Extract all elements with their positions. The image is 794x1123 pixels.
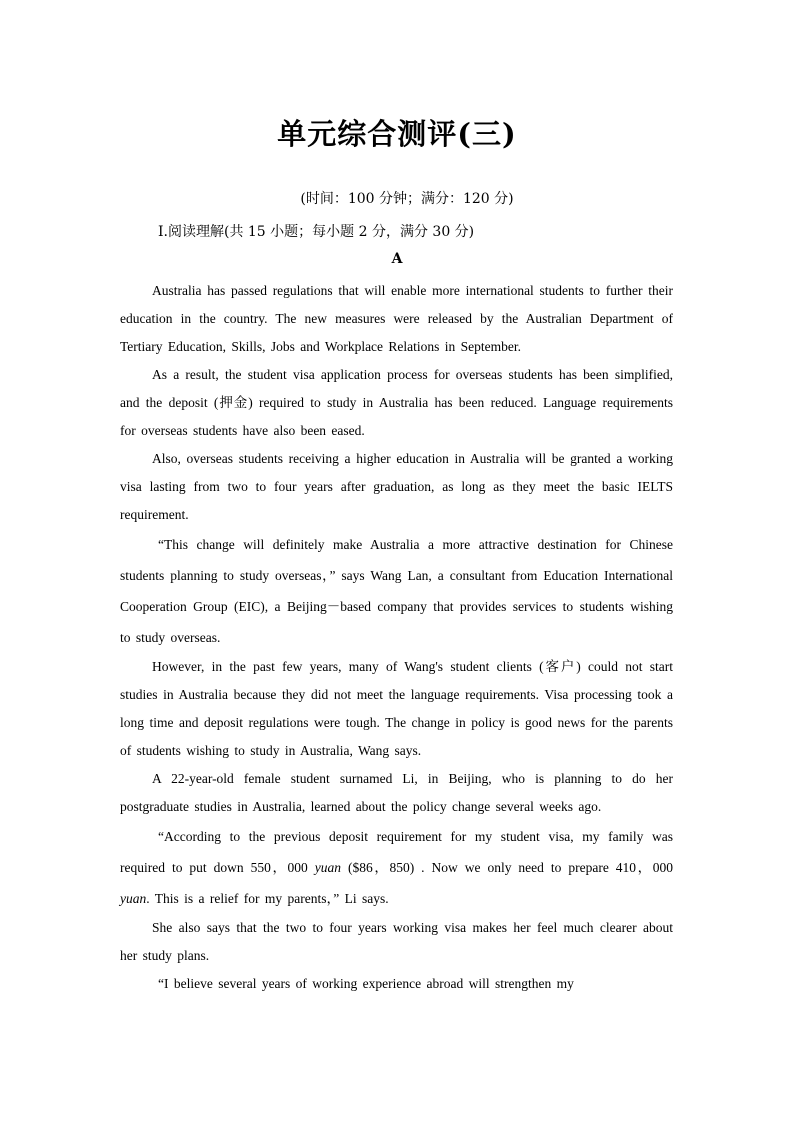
paragraph-5: However, in the past few years, many of Wang's student clients (客户) could not start studies in Australia because they did not meet the language requirements. Visa processing took a long time and deposit regulations were tough. The change in policy is good news for the parents of students wishing to study in Australia, Wang says. — [120, 659, 673, 758]
passage-body — [120, 277, 673, 998]
paragraph-6: A 22-year-old female student surnamed Li, in Beijing, who is planning to do her postgraduate studies in Australia, learned about the policy change several weeks ago. — [120, 771, 673, 814]
paragraph-3: Also, overseas students receiving a higher education in Australia will be granted a working visa lasting from two to four years after graduation, as long as they meet the basic IELTS requirement. — [120, 451, 673, 522]
paragraph-7-part-c: . This is a relief for my parents，” Li says. — [146, 891, 389, 906]
paragraph-8: She also says that the two to four years working visa makes her feel much clearer about her study plans. — [120, 920, 673, 963]
paragraph-7-part-a: “According to the previous deposit requirement for my student visa, my family was required to put down 550，000 — [120, 829, 673, 875]
paragraph-2: As a result, the student visa application process for overseas students has been simplified, and the deposit (押金) required to study in Australia has been reduced. Language requirements for overseas students have also been eased. — [120, 367, 673, 438]
paragraph-1: Australia has passed regulations that will enable more international students to further their education in the country. The new measures were released by the Australian Department of Tertiary Education, Skills, Jobs and Workplace Relations in September. — [120, 283, 673, 354]
passage-label: A — [391, 251, 403, 267]
paragraph-4: “This change will definitely make Australia a more attractive destination for Chinese students planning to study overseas，” says Wang Lan, a consultant from Education International Cooperation Group (EIC), a Beijing－based company that provides services to students wishing to study overseas. — [120, 537, 673, 645]
paragraph-7 — [120, 821, 673, 914]
page-title: 单元综合测评(三) — [277, 117, 517, 151]
paragraph-7-part-b: ($86，850) . Now we only need to prepare 410，000 — [341, 860, 673, 875]
exam-info: (时间：100 分钟；满分：120 分) — [300, 191, 514, 207]
paragraph-9: “I believe several years of working experience abroad will strengthen my — [158, 976, 574, 991]
section-heading: Ⅰ.阅读理解(共 15 小题；每小题 2 分，满分 30 分) — [158, 224, 475, 240]
currency-yuan: yuan — [314, 860, 342, 875]
currency-yuan: yuan — [120, 891, 147, 906]
